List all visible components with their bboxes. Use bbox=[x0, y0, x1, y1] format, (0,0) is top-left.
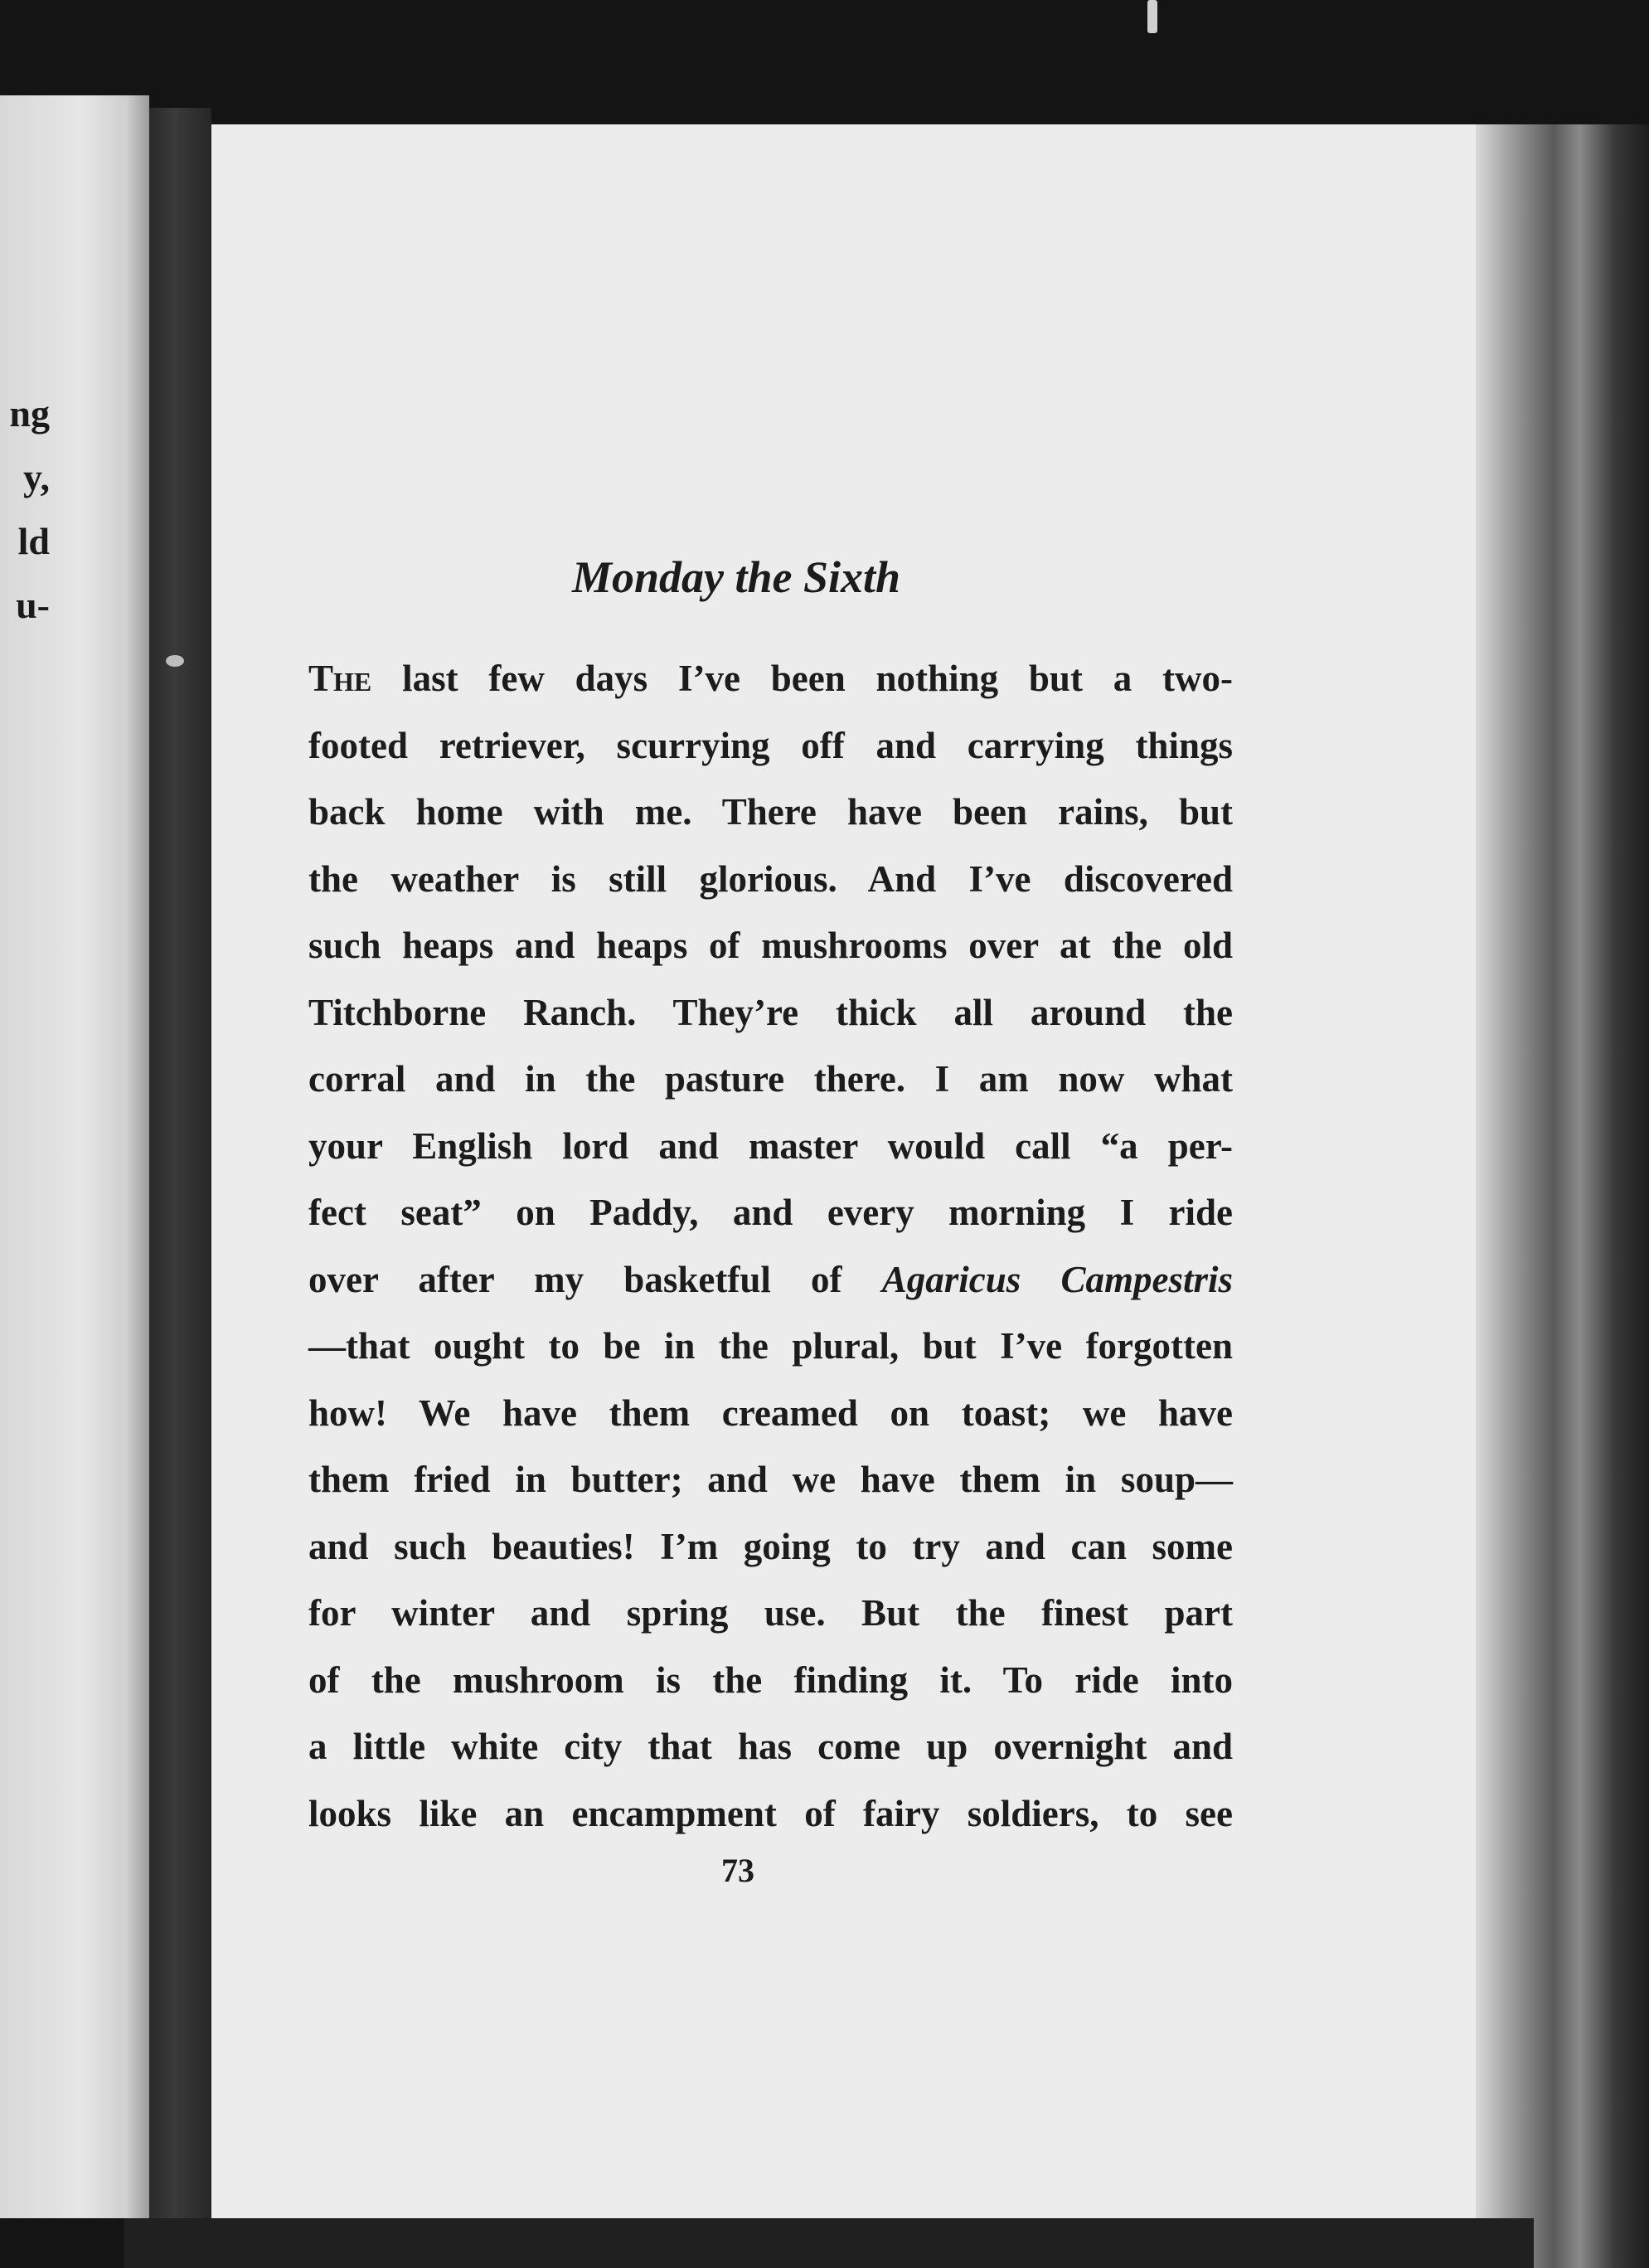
text-line-1-rest: last few days I’ve been nothing but a two- bbox=[402, 658, 1234, 699]
text-line-2: footed retriever, scurrying off and carrying things bbox=[308, 724, 1233, 766]
text-line-7: corral and in the pasture there. I am now what bbox=[308, 1058, 1233, 1100]
section-heading: Monday the Sixth bbox=[572, 552, 901, 602]
text-line-1 bbox=[308, 645, 1233, 712]
left-fragment-3: ld bbox=[17, 520, 50, 562]
text-line-14: and such beauties! I’m going to try and can some bbox=[308, 1525, 1233, 1567]
left-fragment-2: y, bbox=[23, 456, 50, 498]
text-line-17: a little white city that has come up overnight and bbox=[308, 1726, 1233, 1767]
left-page-text-fragments bbox=[0, 381, 50, 637]
left-fragment-4: u- bbox=[16, 584, 50, 626]
text-line-6: Titchborne Ranch. They’re thick all around the bbox=[308, 991, 1233, 1033]
text-line-16: of the mushroom is the finding it. To ride into bbox=[308, 1659, 1233, 1701]
bottom-edge bbox=[124, 2218, 1534, 2268]
latin-term: Agaricus Campestris bbox=[881, 1258, 1234, 1300]
text-line-18: looks like an encampment of fairy soldiers, to see bbox=[308, 1792, 1233, 1834]
book-gutter bbox=[149, 108, 211, 2222]
text-line-12: how! We have them creamed on toast; we have bbox=[308, 1391, 1233, 1434]
drop-word: The bbox=[308, 658, 372, 699]
scan-speck bbox=[1147, 0, 1157, 33]
text-line-4: the weather is still glorious. And I’ve discovered bbox=[308, 857, 1233, 900]
text-line-15: for winter and spring use. But the finest part bbox=[308, 1592, 1233, 1634]
body-text bbox=[308, 645, 1233, 1847]
text-line-13: them fried in butter; and we have them in soup— bbox=[308, 1459, 1233, 1500]
text-line-3: back home with me. There have been rains, but bbox=[308, 791, 1233, 833]
text-line-11: —that ought to be in the plural, but I’ve forgotten bbox=[308, 1325, 1233, 1367]
left-fragment-1: ng bbox=[9, 392, 50, 435]
page-stack-edge bbox=[1476, 124, 1649, 2268]
gutter-mark bbox=[166, 655, 184, 667]
text-line-10-lead: over after my basketful of bbox=[308, 1258, 842, 1300]
page-number: 73 bbox=[721, 1852, 754, 1889]
text-line-9: fect seat” on Paddy, and every morning I ride bbox=[308, 1192, 1233, 1233]
text-line-8: your English lord and master would call “a per- bbox=[308, 1124, 1233, 1167]
text-line-10 bbox=[308, 1246, 1233, 1314]
text-line-5: such heaps and heaps of mushrooms over at the old bbox=[308, 925, 1233, 966]
